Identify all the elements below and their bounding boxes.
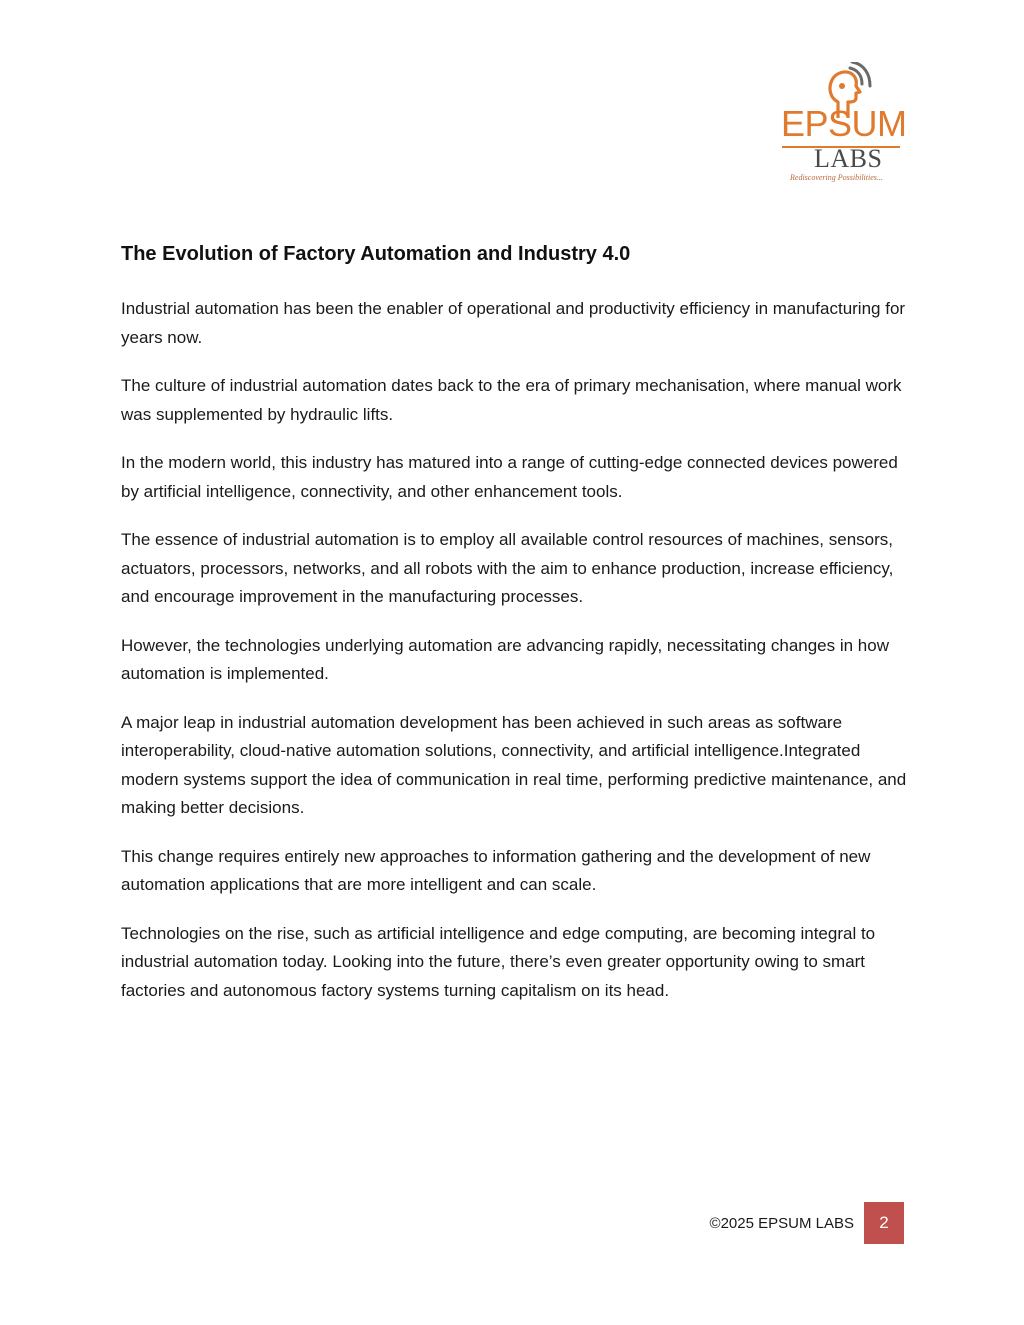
page-number-badge: 2 [864,1202,904,1244]
paragraph-7: This change requires entirely new approaches to information gathering and the development of new automation applications that are more intelligent and can scale. [121,846,871,894]
logo-subtitle: LABS [814,144,883,173]
paragraph-2: The culture of industrial automation dates back to the era of primary mechanisation, where manual work was supplemented by hydraulic lifts. [121,376,902,424]
epsum-labs-logo [778,62,906,186]
article-body [121,240,911,1025]
paragraph-8: Technologies on the rise, such as artificial intelligence and edge computing, are becoming integral to industrial automation today. Looking into the future, there’s even greater opportunity owing to smart factories and autonomous factory systems turning capitalism on its head. [121,923,876,1000]
footer-copyright: ©2025 EPSUM LABS [709,1214,854,1232]
page-footer [710,1202,904,1244]
paragraph-5: However, the technologies underlying automation are advancing rapidly, necessitating changes in how automation is implemented. [121,635,889,683]
paragraph-3: In the modern world, this industry has matured into a range of cutting-edge connected devices powered by artificial intelligence, connectivity, and other enhancement tools. [121,453,898,501]
logo-wordmark: EPSUM [781,103,907,144]
paragraph-4: The essence of industrial automation is to employ all available control resources of machines, sensors, actuators, processors, networks, and all robots with the aim to enhance production, increase efficiency, and encourage improvement in the manufacturing processes. [121,530,894,606]
article-title: The Evolution of Factory Automation and Industry 4.0 [121,243,631,265]
logo-tagline: Rediscovering Possibilities... [790,173,883,182]
paragraph-1: Industrial automation has been the enabler of operational and productivity efficiency in manufacturing for years now. [121,299,906,347]
paragraph-6: A major leap in industrial automation development has been achieved in such areas as software interoperability, cloud-native automation solutions, connectivity, and artificial intelligence.Integrated modern systems support the idea of communication in real time, performing predictive maintenance, and making better decisions. [121,712,907,817]
